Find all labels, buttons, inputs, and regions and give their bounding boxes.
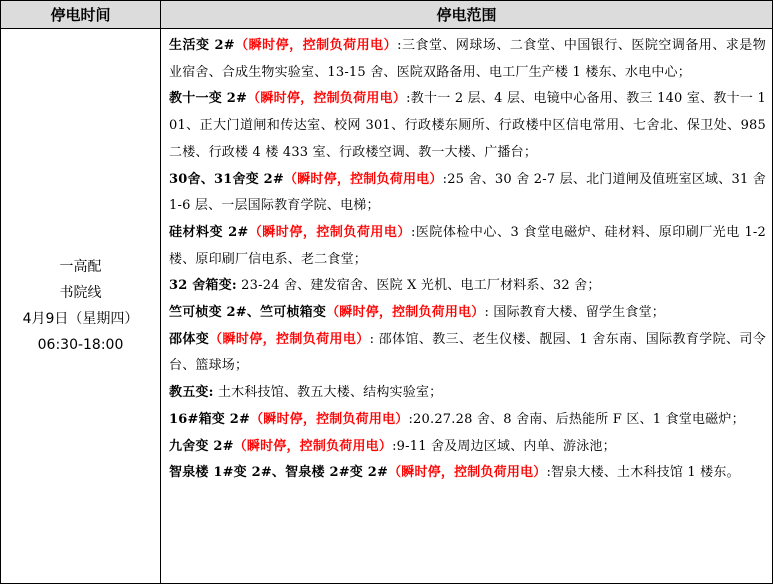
range-entry xyxy=(169,434,766,461)
range-entry xyxy=(169,407,766,434)
affected-areas: : 国际教育大楼、留学生食堂； xyxy=(484,305,665,321)
affected-areas: : 邵体馆、教三、老生仪楼、靓园、1 舍东南、国际教育学院、司令台、篮球场； xyxy=(169,331,766,374)
substation-name: 邵体变 xyxy=(169,331,210,347)
outage-status: （瞬时停，控制负荷用电） xyxy=(247,91,407,107)
affected-areas: :25 舍、30 舍 2-7 层、北门道闸及值班室区域、31 舍 1-6 层、一层国际教育学院、电梯； xyxy=(169,171,766,214)
substation-name: 30舍、31舍变 2# xyxy=(169,171,284,187)
range-entry xyxy=(169,380,766,407)
outage-hours: 06:30-18:00 xyxy=(37,337,124,353)
affected-areas: :20.27.28 舍、8 舍南、后热能所 F 区、1 食堂电磁炉； xyxy=(408,411,745,427)
range-entry xyxy=(169,33,766,86)
outage-status: （瞬时停，控制负荷用电） xyxy=(234,38,398,53)
outage-status: （瞬时停，控制负荷用电） xyxy=(209,331,370,347)
outage-time-cell xyxy=(1,29,161,584)
outage-status: （瞬时停，控制负荷用电） xyxy=(233,438,393,454)
outage-status: （瞬时停，控制负荷用电） xyxy=(248,224,411,240)
outage-status: （瞬时停，控制负荷用电） xyxy=(283,171,443,187)
substation-name: 智泉楼 1#变 2#、智泉楼 2#变 2# xyxy=(169,465,389,481)
outage-row xyxy=(1,29,773,584)
range-entry xyxy=(169,327,766,380)
affected-areas: :智泉大楼、土木科技馆 1 楼东。 xyxy=(546,465,740,481)
substation-name: 竺可桢变 2#、竺可桢箱变 xyxy=(169,305,327,321)
outage-status: （瞬时停，控制负荷用电） xyxy=(388,465,547,481)
affected-areas: :三食堂、网球场、二食堂、中国银行、医院空调备用、求是物业宿舍、合成生物实验室、13-15 舍、医院双路备用、电工厂生产楼 1 楼东、水电中心； xyxy=(169,38,766,80)
range-entry xyxy=(169,460,766,487)
affected-areas: :教十一 2 层、4 层、电镜中心备用、教三 140 室、教十一 101、正大门道闸和传达室、校网 301、行政楼东厕所、行政楼中区信电常用、七舍北、保卫处、985 二楼、行政楼 4 楼 433 室、行政楼空调、教一大楼、广播台； xyxy=(169,91,766,160)
substation-name: 九舍变 2# xyxy=(169,438,234,454)
affected-areas: :9-11 舍及周边区域、内单、游泳池； xyxy=(392,438,616,454)
header-row xyxy=(1,1,773,29)
substation-name: 32 舍箱变: xyxy=(169,278,237,294)
line-name: 书院线 xyxy=(59,285,102,301)
range-entry xyxy=(169,86,766,166)
substation-name: 教五变: xyxy=(169,385,214,401)
header-range: 停电范围 xyxy=(161,1,773,29)
substation-name: 16#箱变 2# xyxy=(169,411,251,427)
outage-status: （瞬时停，控制负荷用电） xyxy=(250,411,409,427)
outage-date: 4月9日（星期四） xyxy=(22,311,139,327)
affected-areas: 土木科技馆、教五大楼、结构实验室； xyxy=(213,385,443,401)
outage-status: （瞬时停，控制负荷用电） xyxy=(326,305,485,321)
outage-range-cell xyxy=(161,29,773,584)
range-entry xyxy=(169,167,766,220)
affected-areas: :医院体检中心、3 食堂电磁炉、硅材料、原印刷厂光电 1-2 楼、原印刷厂信电系、老二食堂； xyxy=(169,224,766,267)
range-entry xyxy=(169,273,766,300)
range-entry xyxy=(169,300,766,327)
substation-name: 生活变 2# xyxy=(169,38,235,53)
substation-name: 硅材料变 2# xyxy=(169,224,249,240)
substation-name: 教十一变 2# xyxy=(169,91,248,107)
affected-areas: 23-24 舍、建发宿舍、医院 X 光机、电工厂材料系、32 舍； xyxy=(236,278,601,294)
range-entry xyxy=(169,220,766,273)
header-time: 停电时间 xyxy=(1,1,161,29)
feeder-name: 一高配 xyxy=(59,259,102,275)
